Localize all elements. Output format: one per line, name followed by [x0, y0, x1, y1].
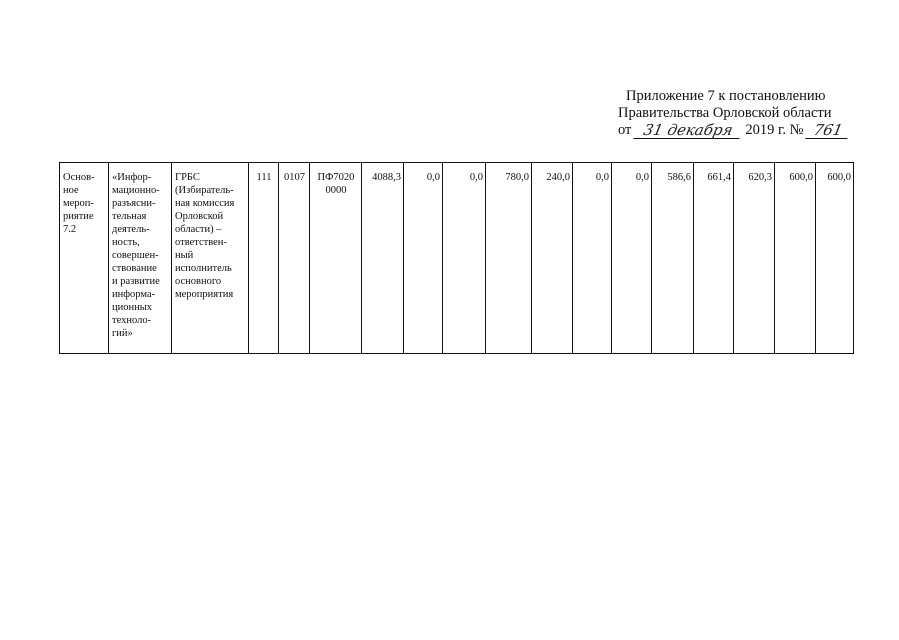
grbs-code-cell: 111	[249, 163, 279, 354]
handwritten-number: 761	[806, 123, 851, 139]
appendix-date-line	[618, 122, 858, 139]
year-value-cell: 780,0	[486, 163, 532, 354]
event-name-cell: Основ- ное мероп- риятие 7.2	[60, 163, 109, 354]
year-value-cell: 661,4	[694, 163, 734, 354]
appendix-title: Приложение 7 к постановлению	[626, 88, 826, 104]
year-value-cell: 586,6	[652, 163, 694, 354]
year-value-cell: 0,0	[443, 163, 486, 354]
year-value-cell: 0,0	[612, 163, 652, 354]
year-value-cell: 0,0	[573, 163, 612, 354]
rzpr-code-cell: 0107	[279, 163, 310, 354]
year-value-cell: 620,3	[734, 163, 775, 354]
table-row	[60, 163, 854, 354]
year-value-cell: 0,0	[404, 163, 443, 354]
executor-cell: ГРБС (Избиратель- ная комиссия Орловской области) – ответствен- ный исполнитель основного мероприятия	[172, 163, 249, 354]
date-prefix: от	[618, 122, 632, 138]
program-table	[59, 162, 854, 354]
year-value-cell: 600,0	[816, 163, 854, 354]
appendix-issuer: Правительства Орловской области	[618, 105, 832, 121]
total-cell: 4088,3	[362, 163, 404, 354]
csr-code-cell: ПФ7020 0000	[310, 163, 362, 354]
year-value-cell: 600,0	[775, 163, 816, 354]
appendix-header	[618, 88, 858, 139]
handwritten-date: 31 декабря	[634, 123, 743, 139]
year-value-cell: 240,0	[532, 163, 573, 354]
year-label: 2019 г. №	[745, 122, 804, 138]
event-title-cell: «Инфор- мационно- разъясни- тельная деятель- ность, совершен- ствование и развитие информа- ционных техноло- гий»	[109, 163, 172, 354]
